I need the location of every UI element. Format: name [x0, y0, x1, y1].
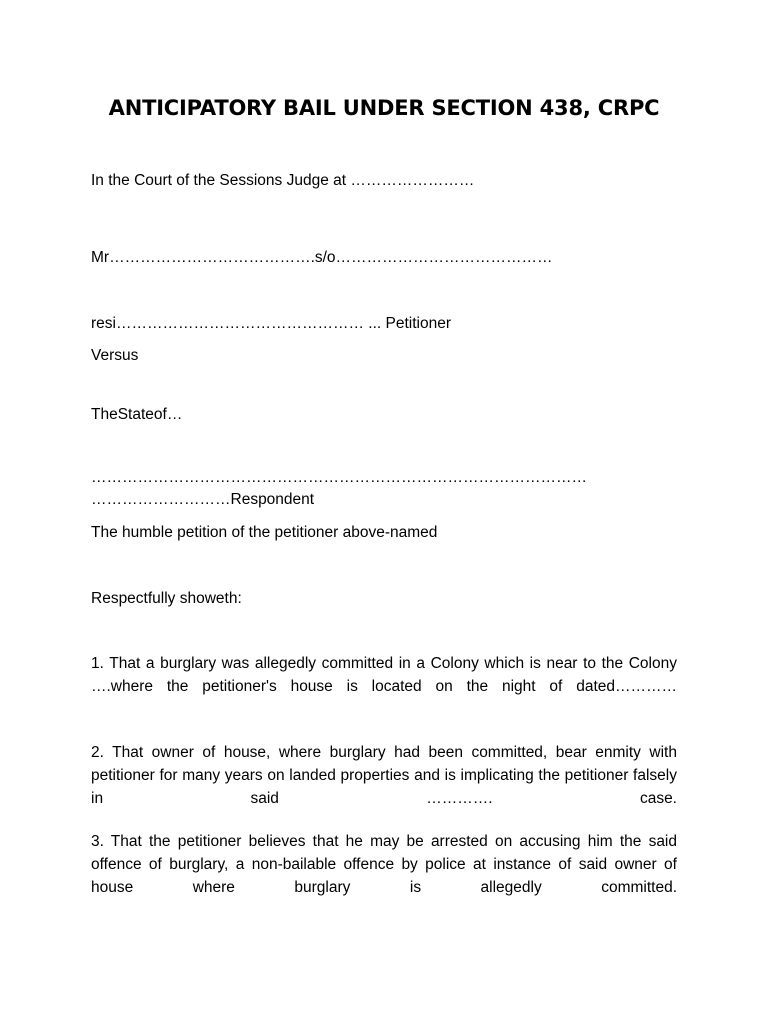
petitioner-residence-line: resi………………………………………… ... Petitioner — [91, 315, 451, 332]
paragraph-3: 3. That the petitioner believes that he may be arrested on accusing him the said offence of burglary, a non-bailable offence by police at instance of said owner of house where burglary is allegedly committed. — [91, 833, 677, 896]
document-title: ANTICIPATORY BAIL UNDER SECTION 438, CRPC — [108, 96, 660, 120]
dotted-fill-line: …………………………………………………………………………………… — [91, 469, 587, 486]
versus-text: Versus — [91, 347, 139, 364]
court-line: In the Court of the Sessions Judge at …………………… — [91, 172, 475, 189]
respondent-line: ………………………Respondent — [91, 491, 315, 508]
petitioner-name-line: Mr………………………………….s/o…………………………………… — [91, 249, 553, 266]
humble-petition-text: The humble petition of the petitioner above-named — [91, 524, 438, 541]
respectfully-showeth-text: Respectfully showeth: — [91, 590, 242, 607]
paragraph-1: 1. That a burglary was allegedly committed in a Colony which is near to the Colony ….where the petitioner's house is located on the night of dated………… — [91, 655, 677, 695]
paragraph-2: 2. That owner of house, where burglary had been committed, bear enmity with petitioner for many years on landed properties and is implicating the petitioner falsely in said …………. case. — [91, 744, 677, 807]
respondent-state-line: TheStateof… — [91, 406, 183, 423]
